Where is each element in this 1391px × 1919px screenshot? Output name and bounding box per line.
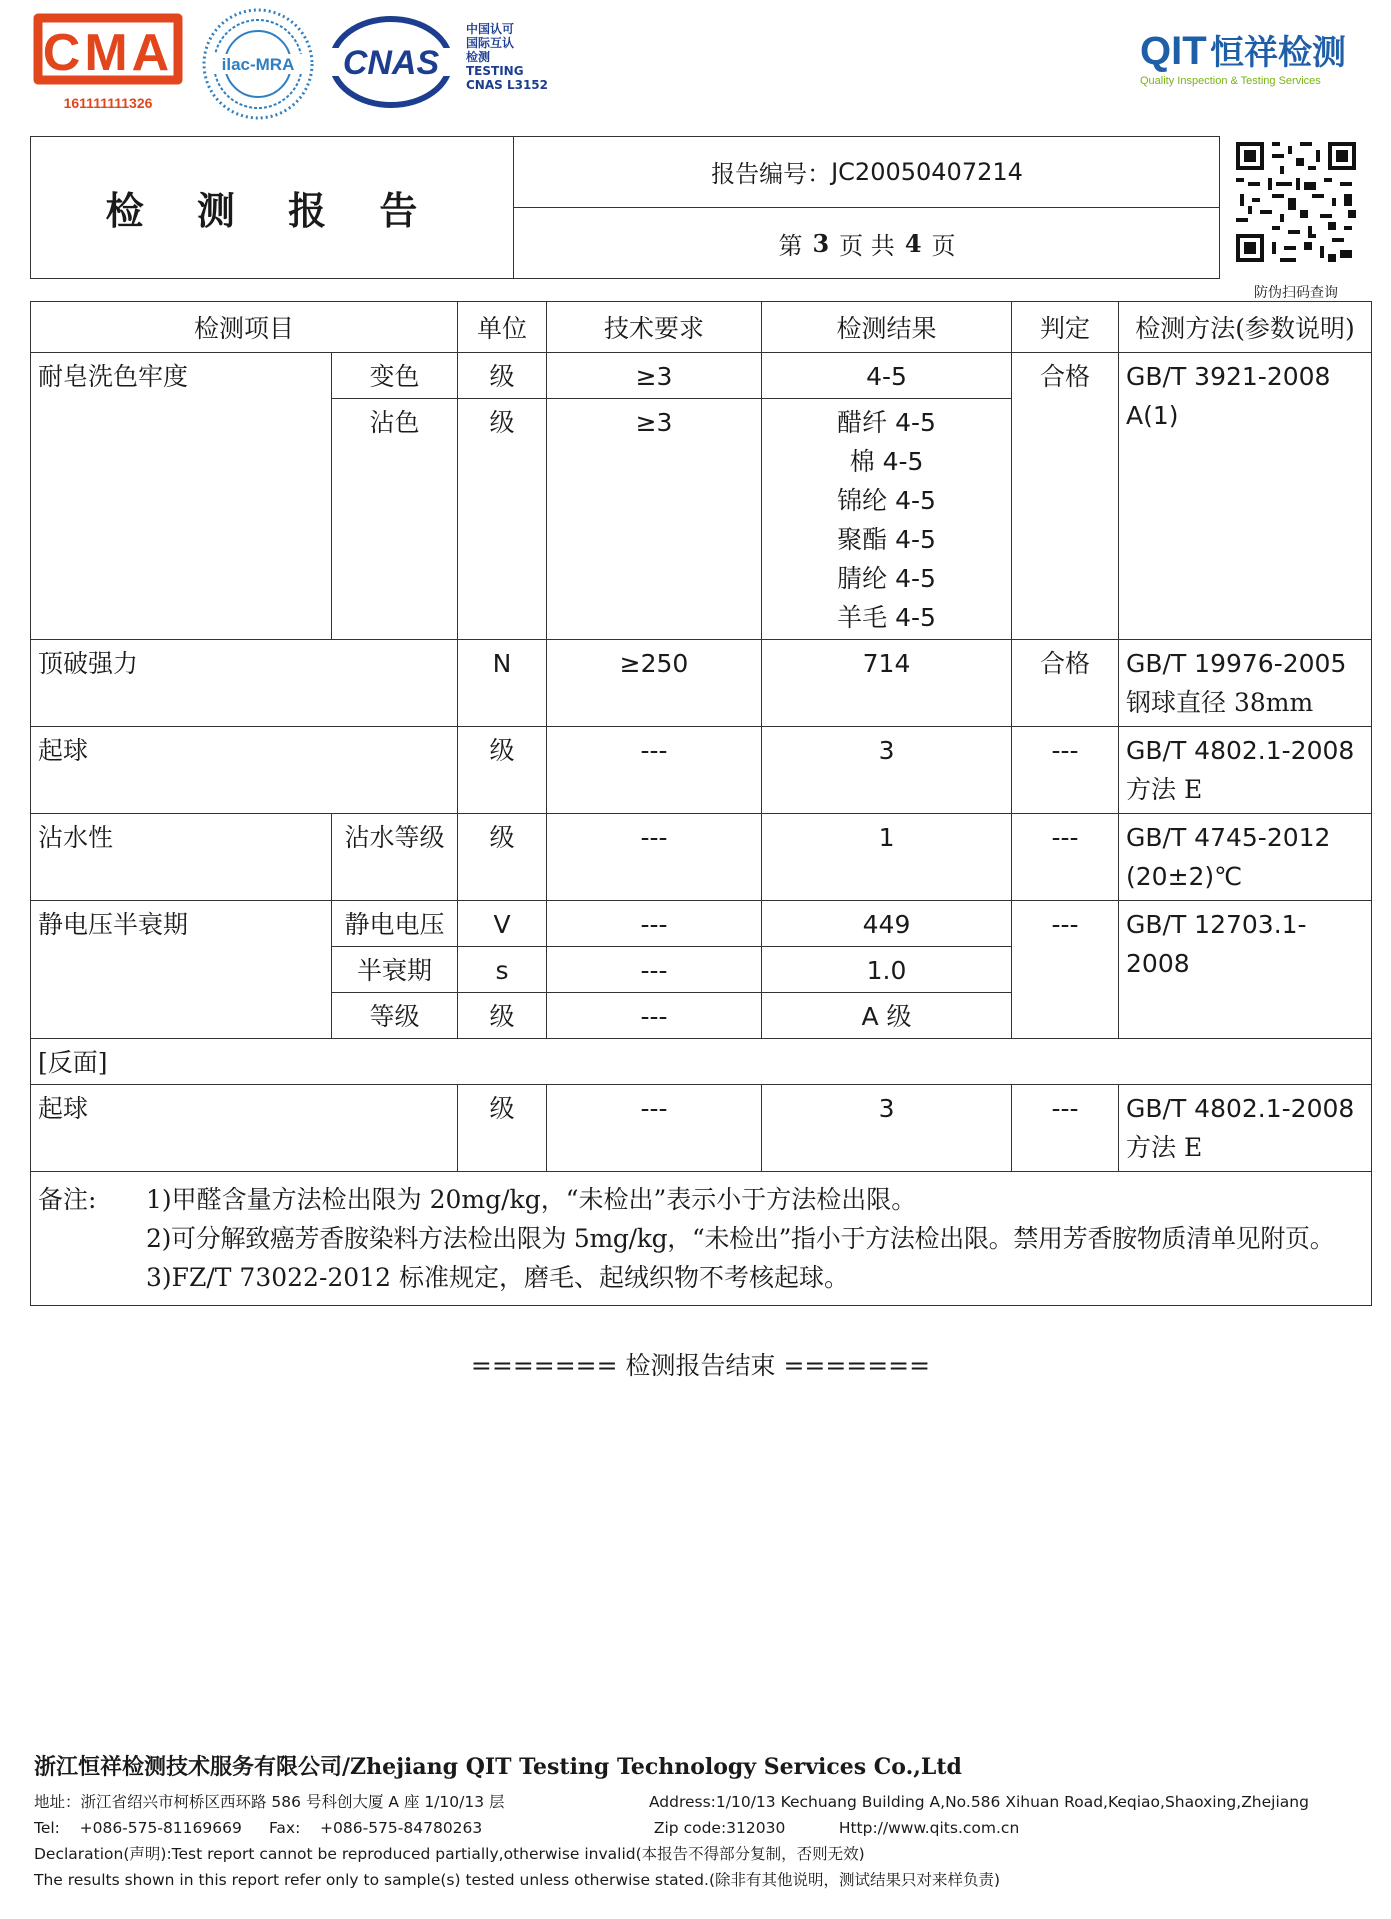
staining-result: 羊毛 4-5 [837, 603, 936, 632]
result-cell: 1.0 [762, 947, 1012, 993]
page-prefix: 第 [778, 232, 803, 260]
col-header-item: 检测项目 [31, 302, 458, 353]
table-row [31, 353, 1372, 399]
method-line: (20±2)℃ [1126, 862, 1243, 891]
subitem-cell: 沾色 [332, 399, 458, 640]
page-current: 3 [812, 229, 830, 258]
svg-text:CNAS: CNAS [342, 44, 440, 82]
page-indicator [514, 208, 1220, 279]
note-line: 3)FZ/T 73022-2012 标准规定，磨毛、起绒织物不考核起球。 [146, 1263, 849, 1292]
unit-cell: 级 [458, 993, 547, 1039]
table-row [31, 814, 1372, 901]
item-cell: 沾水性 [31, 814, 332, 901]
notes-label: 备注: [38, 1185, 97, 1214]
col-header-result: 检测结果 [762, 302, 1012, 353]
table-row [31, 640, 1372, 727]
requirement-cell: --- [547, 901, 762, 947]
method-line: GB/T 3921-2008 [1126, 362, 1331, 391]
subitem-cell: 等级 [332, 993, 458, 1039]
footer-address-row [34, 1789, 1364, 1815]
page-total: 4 [904, 229, 922, 258]
unit-cell: N [458, 640, 547, 727]
address-en: Address:1/10/13 Kechuang Building A,No.586 Xihuan Road,Keqiao,Shaoxing,Zhejiang [648, 1793, 1309, 1811]
result-cell: A 级 [762, 993, 1012, 1039]
declaration: Declaration(声明):Test report cannot be reproduced partially,otherwise invalid(本报告不得部分复制，否则无效) [34, 1845, 865, 1863]
result-cell: 4-5 [762, 353, 1012, 399]
page-suffix: 页 [931, 232, 956, 260]
result-cell [762, 399, 1012, 640]
staining-result: 醋纤 4-5 [837, 408, 936, 437]
tel: Tel: +086-575-81169669 [34, 1819, 242, 1837]
method-cell: GB/T 12703.1-2008 [1119, 901, 1372, 1039]
result-cell: 1 [762, 814, 1012, 901]
unit-cell: s [458, 947, 547, 993]
report-number-cell [514, 136, 1220, 208]
results-disclaimer: The results shown in this report refer only to sample(s) tested unless otherwise stated.(除非有其他说明，测试结果只对来样负责) [34, 1871, 1001, 1889]
result-cell: 449 [762, 901, 1012, 947]
staining-result: 聚酯 4-5 [837, 525, 936, 554]
item-cell: 耐皂洗色牢度 [31, 353, 332, 640]
svg-text:QIT: QIT [1140, 29, 1207, 73]
note-line: 1)甲醛含量方法检出限为 20mg/kg，“未检出”表示小于方法检出限。 [146, 1185, 917, 1214]
notes-cell [31, 1172, 1372, 1306]
footer-contact-row [34, 1815, 1364, 1841]
report-end-line: ======= 检测报告结束 ======= [470, 1351, 931, 1380]
verdict-cell: 合格 [1012, 640, 1119, 727]
fax: Fax: +086-575-84780263 [268, 1819, 483, 1837]
cnas-logo [326, 12, 456, 112]
unit-cell: 级 [458, 727, 547, 814]
method-cell [1119, 1085, 1372, 1172]
table-row [31, 901, 1372, 947]
requirement-cell: --- [547, 1085, 762, 1172]
cma-number: 161111111326 [63, 95, 153, 111]
unit-cell: 级 [458, 814, 547, 901]
zip-code: Zip code:312030 [653, 1819, 786, 1837]
notes-row [31, 1172, 1372, 1306]
note-line: 2)可分解致癌芳香胺染料方法检出限为 5mg/kg，“未检出”指小于方法检出限。禁用芳香胺物质清单见附页。 [146, 1224, 1335, 1253]
subitem-cell: 沾水等级 [332, 814, 458, 901]
staining-result: 锦纶 4-5 [837, 486, 936, 515]
requirement-cell: ≥250 [547, 640, 762, 727]
unit-cell: V [458, 901, 547, 947]
results-table [30, 301, 1372, 1306]
result-cell: 3 [762, 1085, 1012, 1172]
svg-text:Quality Inspection & Testing S: Quality Inspection & Testing Services [1140, 75, 1321, 87]
requirement-cell: ≥3 [547, 353, 762, 399]
result-cell: 714 [762, 640, 1012, 727]
table-header-row [31, 302, 1372, 353]
website-link[interactable]: Http://www.qits.com.cn [838, 1819, 1020, 1837]
method-line: A(1) [1126, 401, 1179, 430]
col-header-verdict: 判定 [1012, 302, 1119, 353]
cma-logo [28, 8, 188, 118]
method-cell [1119, 640, 1372, 727]
qit-logo [1140, 22, 1350, 92]
requirement-cell: ≥3 [547, 399, 762, 640]
report-number: JC20050407214 [831, 157, 1023, 186]
unit-cell: 级 [458, 1085, 547, 1172]
requirement-cell: --- [547, 947, 762, 993]
item-cell: 静电压半衰期 [31, 901, 332, 1039]
col-header-requirement: 技术要求 [547, 302, 762, 353]
address-cn: 地址：浙江省绍兴市柯桥区西环路 586 号科创大厦 A 座 1/10/13 层 [34, 1793, 505, 1811]
verdict-cell: --- [1012, 1085, 1119, 1172]
ilac-mra-logo [200, 6, 316, 122]
unit-cell: 级 [458, 399, 547, 640]
item-cell: 起球 [31, 727, 458, 814]
table-row [31, 727, 1372, 814]
item-cell: 顶破强力 [31, 640, 458, 727]
item-cell: 起球 [31, 1085, 458, 1172]
svg-text:ilac-MRA: ilac-MRA [221, 55, 295, 74]
method-cell [1119, 814, 1372, 901]
requirement-cell: --- [547, 993, 762, 1039]
table-row [31, 1085, 1372, 1172]
verdict-cell: --- [1012, 814, 1119, 901]
requirement-cell: --- [547, 727, 762, 814]
cnas-accreditation-text: 中国认可 国际互认 检测 TESTING CNAS L3152 [466, 22, 549, 92]
svg-text:CMA: CMA [42, 24, 174, 82]
subitem-cell: 半衰期 [332, 947, 458, 993]
subitem-cell: 变色 [332, 353, 458, 399]
page-mid: 页 共 [839, 232, 895, 260]
verdict-cell: --- [1012, 901, 1119, 1039]
verdict-cell: --- [1012, 727, 1119, 814]
col-header-method: 检测方法(参数说明) [1119, 302, 1372, 353]
qr-code[interactable] [1232, 138, 1360, 266]
col-header-unit: 单位 [458, 302, 547, 353]
staining-result: 腈纶 4-5 [837, 564, 936, 593]
requirement-cell: --- [547, 814, 762, 901]
method-line: 钢球直径 38mm [1126, 688, 1314, 717]
verdict-cell: 合格 [1012, 353, 1119, 640]
company-name: 浙江恒祥检测技术服务有限公司/Zhejiang QIT Testing Technology Services Co.,Ltd [34, 1754, 962, 1780]
report-number-label: 报告编号： [711, 160, 832, 188]
reverse-side-label: [反面] [31, 1039, 1372, 1085]
qr-caption: 防伪扫码查询 [1254, 285, 1338, 301]
method-cell [1119, 353, 1372, 640]
staining-result: 棉 4-5 [849, 447, 924, 476]
method-line: GB/T 4802.1-2008 [1126, 1094, 1355, 1123]
result-cell: 3 [762, 727, 1012, 814]
method-line: 方法 E [1126, 1133, 1203, 1162]
unit-cell: 级 [458, 353, 547, 399]
subitem-cell: 静电电压 [332, 901, 458, 947]
method-cell [1119, 727, 1372, 814]
method-line: GB/T 19976-2005 [1126, 649, 1347, 678]
footer [34, 1750, 1364, 1893]
report-title: 检 测 报 告 [30, 136, 514, 279]
method-line: GB/T 4802.1-2008 [1126, 736, 1355, 765]
method-line: GB/T 4745-2012 [1126, 823, 1331, 852]
method-line: 方法 E [1126, 775, 1203, 804]
svg-text:恒祥检测: 恒祥检测 [1210, 33, 1346, 73]
table-row [31, 1039, 1372, 1085]
